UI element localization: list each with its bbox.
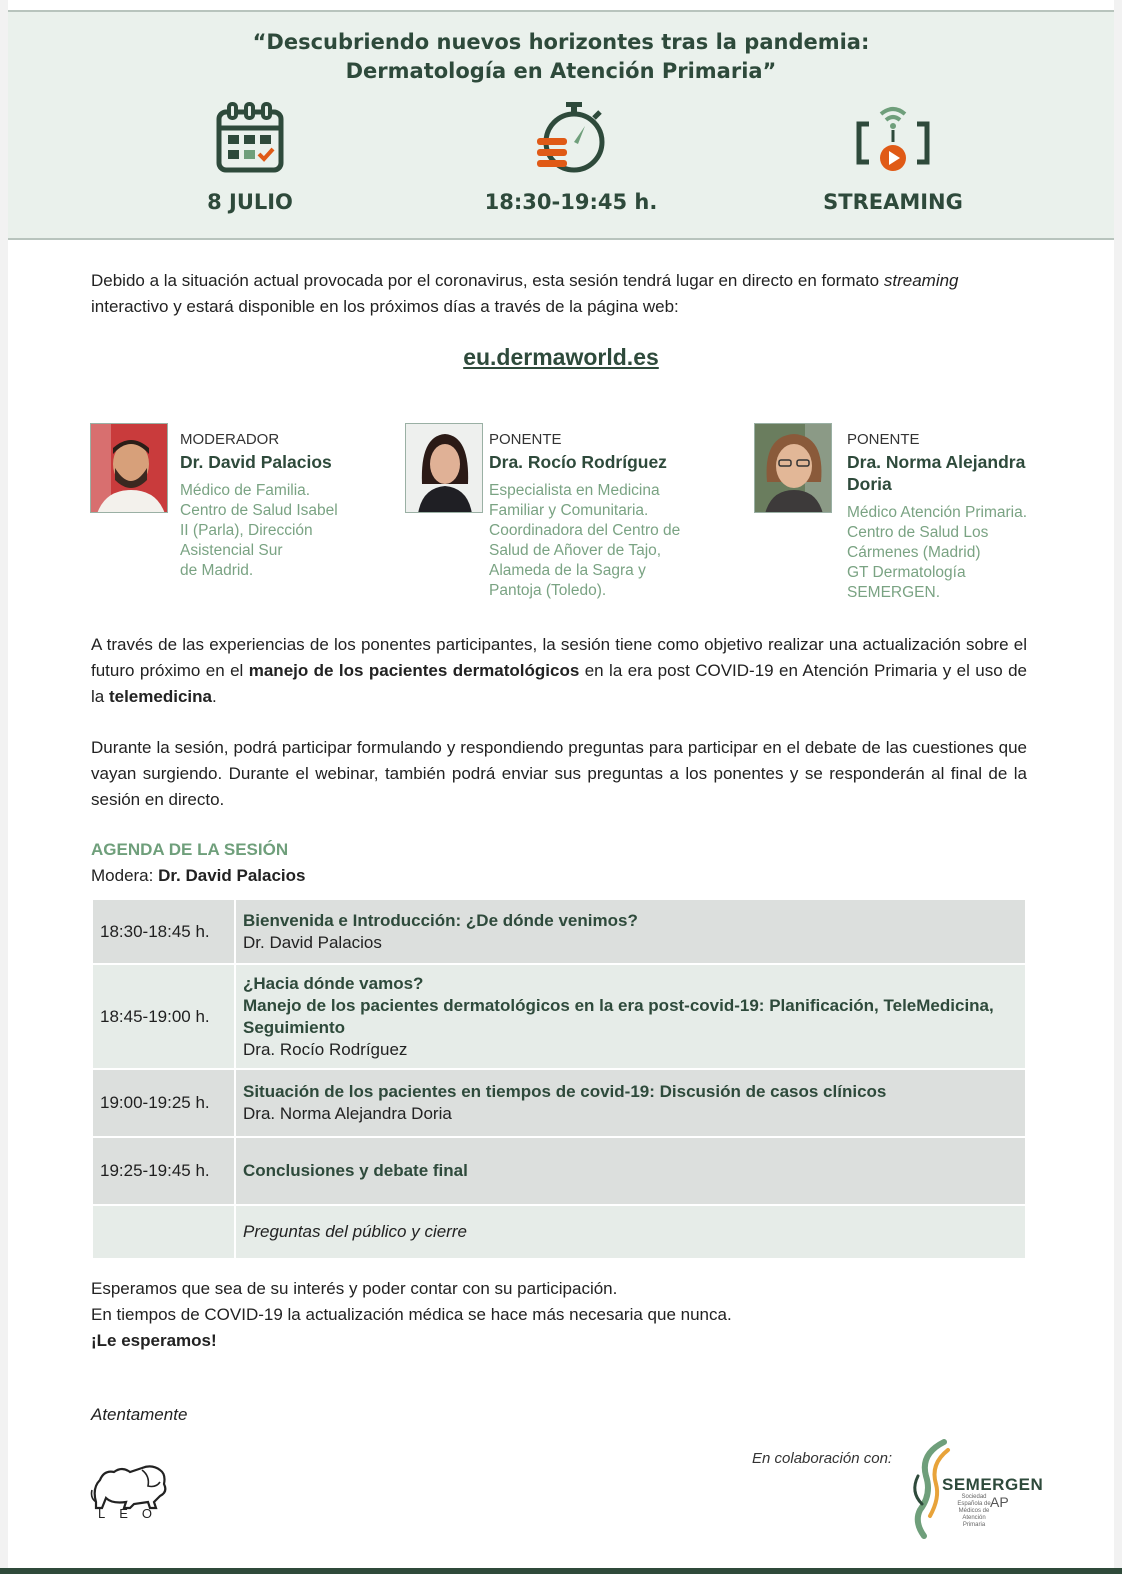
agenda-row — [93, 1070, 1025, 1136]
agenda-title: AGENDA DE LA SESIÓN — [91, 840, 289, 859]
event-streaming — [763, 102, 1023, 214]
speaker-role: PONENTE — [847, 431, 920, 448]
intro-text — [91, 268, 1031, 320]
agenda-item-speaker: Dr. David Palacios — [243, 932, 382, 952]
collaboration-label: En colaboración con: — [752, 1450, 893, 1467]
event-time-label: 18:30-19:45 h. — [484, 190, 658, 214]
speaker-photo — [90, 423, 168, 513]
event-title-line2: Dermatología en Atención Primaria” — [345, 59, 777, 83]
agenda-item-speaker: Dra. Rocío Rodríguez — [243, 1039, 408, 1059]
leo-logo-text: LEO — [97, 1506, 166, 1521]
event-time — [441, 102, 701, 214]
intro-text-b: interactivo y estará disponible en los próximos días a través de la página web: — [91, 297, 679, 316]
agenda-row — [93, 965, 1025, 1068]
intro-text-em: streaming — [883, 271, 959, 290]
closing-line3: ¡Le esperamos! — [91, 1331, 217, 1350]
speaker-description: Especialista en Medicina Familiar y Comunitaria. Coordinadora del Centro de Salud de Añover de Tajo, Alameda de la Sagra y Pantoja (Toledo). — [489, 482, 681, 599]
speaker-name: Dra. Rocío Rodríguez — [489, 452, 667, 472]
signoff: Atentamente — [91, 1405, 188, 1424]
objective-text-c: en la era post COVID-19 en Atención Primaria y el uso de la — [91, 661, 1027, 706]
speaker-description: Médico Atención Primaria. Centro de Salud Los Cármenes (Madrid) GT Dermatología SEMERGEN. — [847, 504, 1028, 601]
agenda-time: 18:45-19:00 h. — [93, 965, 234, 1068]
agenda-moderator — [91, 866, 306, 886]
agenda-item — [236, 1138, 1025, 1204]
agenda-row — [93, 900, 1025, 963]
website-link[interactable]: eu.dermaworld.es — [463, 344, 659, 370]
agenda-time — [93, 1206, 234, 1258]
speaker-name: Dra. Norma Alejandra Doria — [847, 452, 1026, 494]
page-edge-right — [1114, 0, 1122, 1574]
speaker-description: Médico de Familia. Centro de Salud Isabel II (Parla), Dirección Asistencial Sur de Madrid. — [180, 482, 338, 579]
page-bottom-bar — [0, 1568, 1122, 1574]
stopwatch-icon — [531, 102, 611, 174]
participation-paragraph: Durante la sesión, podrá participar formulando y respondiendo preguntas para participar en el debate de las cuestiones que vayan surgiendo. Durante el webinar, también podrá enviar sus preguntas a los ponentes y se responderán al final de la sesión en directo. — [91, 738, 1027, 809]
objective-text-e: . — [211, 687, 217, 706]
event-date — [120, 102, 380, 214]
event-title — [8, 28, 1114, 86]
event-date-label: 8 JULIO — [207, 190, 293, 214]
agenda-item-speaker: Dra. Norma Alejandra Doria — [243, 1104, 452, 1123]
closing-line1: Esperamos que sea de su interés y poder contar con su participación. — [91, 1279, 618, 1298]
event-title-line1: “Descubriendo nuevos horizontes tras la pandemia: — [252, 30, 870, 54]
event-header — [8, 10, 1114, 240]
agenda-item-title: Bienvenida e Introducción: ¿De dónde venimos? — [243, 910, 638, 930]
objective-text-b: manejo de los pacientes dermatológicos — [248, 661, 580, 680]
event-streaming-label: STREAMING — [823, 190, 963, 214]
intro-text-a: Debido a la situación actual provocada por el coronavirus, esta sesión tendrá lugar en directo en formato — [91, 271, 884, 290]
semergen-name: SEMERGEN — [942, 1475, 1044, 1494]
calendar-icon — [215, 102, 285, 174]
closing-text — [91, 1276, 732, 1354]
agenda-item — [236, 1070, 1025, 1136]
agenda-time: 19:00-19:25 h. — [93, 1070, 234, 1136]
speaker-name: Dr. David Palacios — [180, 452, 332, 472]
agenda-item-title: Situación de los pacientes en tiempos de covid-19: Discusión de casos clínicos — [243, 1082, 887, 1101]
agenda-row — [93, 1206, 1025, 1258]
agenda-item-title: ¿Hacia dónde vamos? Manejo de los pacientes dermatológicos en la era post-covid-19: Planificación, TeleMedicina, Seguimiento — [243, 973, 994, 1037]
agenda-item — [236, 965, 1025, 1068]
objective-text-d: telemedicina — [108, 687, 212, 706]
agenda-row — [93, 1138, 1025, 1204]
objective-paragraph — [91, 632, 1027, 710]
agenda-item-title: Preguntas del público y cierre — [243, 1222, 467, 1241]
semergen-subtitle: Sociedad Española de Médicos de Atención Primaria — [957, 1494, 991, 1528]
speaker-photo — [405, 423, 483, 513]
speaker-role: MODERADOR — [180, 431, 280, 448]
agenda-item — [236, 1206, 1025, 1258]
agenda-moderator-label: Modera: — [91, 866, 159, 885]
agenda-time: 18:30-18:45 h. — [93, 900, 234, 963]
agenda-moderator-name: Dr. David Palacios — [158, 866, 306, 885]
agenda-item-title: Conclusiones y debate final — [243, 1161, 468, 1180]
closing-line2: En tiempos de COVID-19 la actualización médica se hace más necesaria que nunca. — [91, 1305, 732, 1324]
speaker-role: PONENTE — [489, 431, 562, 448]
agenda-time: 19:25-19:45 h. — [93, 1138, 234, 1204]
page-edge-left — [0, 0, 8, 1574]
agenda-item — [236, 900, 1025, 963]
speaker-photo — [754, 423, 832, 513]
semergen-ap: AP — [990, 1494, 1009, 1510]
objective-text-a: A través de las experiencias de los ponentes participantes, la sesión tiene como objetivo realizar una actualización sobre el futuro próximo en el — [91, 635, 1027, 680]
streaming-icon — [853, 102, 933, 174]
agenda-table — [91, 898, 1027, 1260]
